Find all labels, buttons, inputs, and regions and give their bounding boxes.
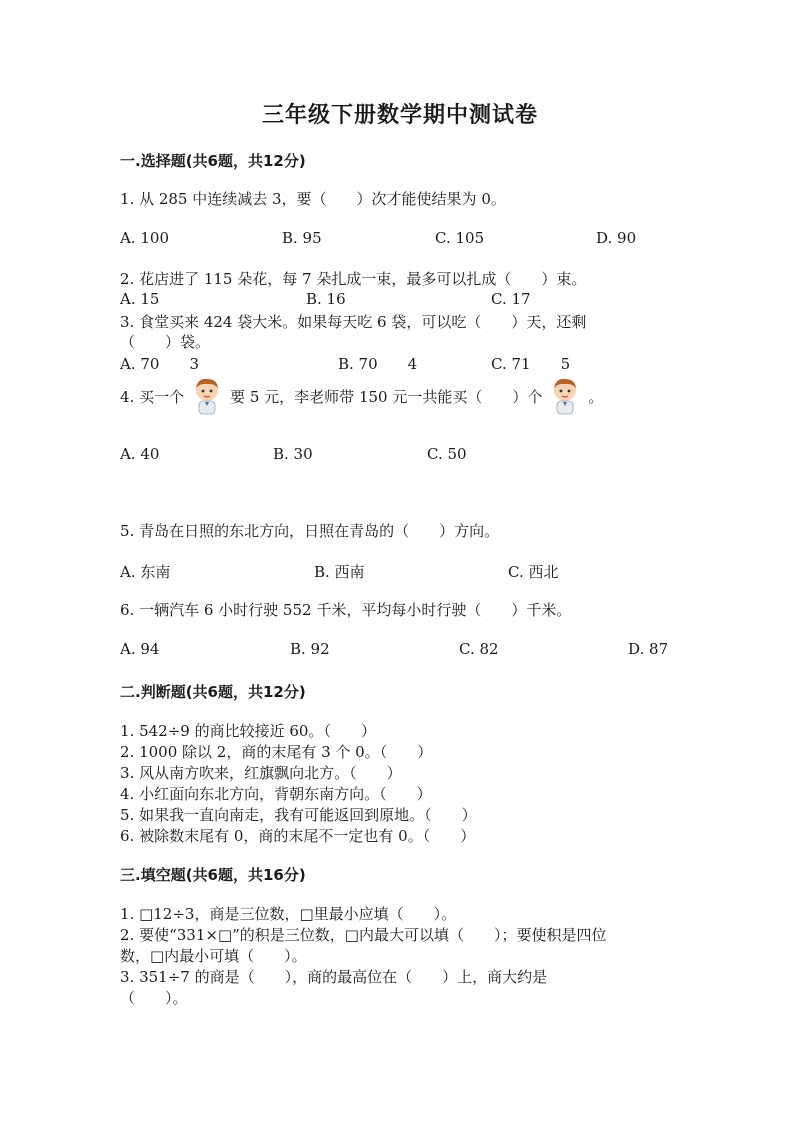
fill-question-1: 1. □12÷3，商是三位数，□里最小应填（ ）。	[120, 905, 457, 923]
fill-question-3-line2: （ ）。	[120, 989, 188, 1007]
question-1-option-c: C. 105	[435, 229, 485, 247]
question-5-stem: 5. 青岛在日照的东北方向，日照在青岛的（ ）方向。	[120, 522, 500, 540]
question-6-option-c: C. 82	[459, 640, 499, 658]
question-4-stem	[120, 374, 603, 418]
fill-question-2-line1: 2. 要使“331×□”的积是三位数，□内最大可以填（ ）；要使积是四位	[120, 926, 607, 944]
judge-item: 6. 被除数末尾有 0，商的末尾不一定也有 0。（ ）	[120, 827, 476, 845]
fill-question-3-line1: 3. 351÷7 的商是（ ），商的最高位在（ ）上，商大约是	[120, 968, 548, 986]
section-heading-fill: 三.填空题(共6题，共16分)	[120, 866, 306, 884]
page-title: 三年级下册数学期中测试卷	[261, 102, 538, 128]
question-1-stem: 1. 从 285 中连续减去 3，要（ ）次才能使结果为 0。	[120, 190, 506, 208]
question-3-stem-line1: 3. 食堂买来 424 袋大米。如果每天吃 6 袋，可以吃（ ）天，还剩	[120, 313, 587, 331]
section-heading-judge: 二.判断题(共6题，共12分)	[120, 683, 306, 701]
question-6-stem: 6. 一辆汽车 6 小时行驶 552 千米，平均每小时行驶（ ）千米。	[120, 601, 572, 619]
question-3-option-c: C. 71 5	[491, 355, 571, 373]
question-1-option-a: A. 100	[120, 229, 169, 247]
judge-item: 5. 如果我一直向南走，我有可能返回到原地。（ ）	[120, 806, 477, 824]
judge-item: 3. 风从南方吹来，红旗飘向北方。（ ）	[120, 764, 402, 782]
question-5-option-b: B. 西南	[314, 563, 365, 581]
question-6-option-d: D. 87	[628, 640, 669, 658]
judge-item: 1. 542÷9 的商比较接近 60。（ ）	[120, 722, 376, 740]
question-4-text-3: 。	[588, 387, 604, 406]
question-1-option-d: D. 90	[596, 229, 637, 247]
question-2-option-b: B. 16	[306, 290, 346, 308]
question-2-stem: 2. 花店进了 115 朵花，每 7 朵扎成一束，最多可以扎成（ ）束。	[120, 270, 587, 288]
boy-figure-icon	[190, 376, 224, 416]
judge-item: 2. 1000 除以 2，商的末尾有 3 个 0。（ ）	[120, 743, 433, 761]
question-3-option-b: B. 70 4	[338, 355, 418, 373]
question-6-option-b: B. 92	[290, 640, 330, 658]
question-4-option-c: C. 50	[427, 445, 467, 463]
question-5-option-c: C. 西北	[508, 563, 559, 581]
question-4-option-b: B. 30	[273, 445, 313, 463]
question-2-option-c: C. 17	[491, 290, 531, 308]
question-3-stem-line2: （ ）袋。	[120, 333, 211, 351]
question-4-text-1: 4. 买一个	[120, 387, 185, 406]
question-2-option-a: A. 15	[120, 290, 160, 308]
question-1-option-b: B. 95	[282, 229, 322, 247]
question-6-option-a: A. 94	[120, 640, 160, 658]
fill-question-2-line2: 数，□内最小可填（ ）。	[120, 947, 307, 965]
question-4-text-2: 要 5 元，李老师带 150 元一共能买（ ）个	[230, 387, 543, 406]
question-5-option-a: A. 东南	[120, 563, 171, 581]
boy-figure-icon	[548, 376, 582, 416]
judge-item: 4. 小红面向东北方向，背朝东南方向。（ ）	[120, 785, 432, 803]
question-3-option-a: A. 70 3	[120, 355, 199, 373]
question-4-option-a: A. 40	[120, 445, 160, 463]
section-heading-choice: 一.选择题(共6题，共12分)	[120, 152, 306, 170]
